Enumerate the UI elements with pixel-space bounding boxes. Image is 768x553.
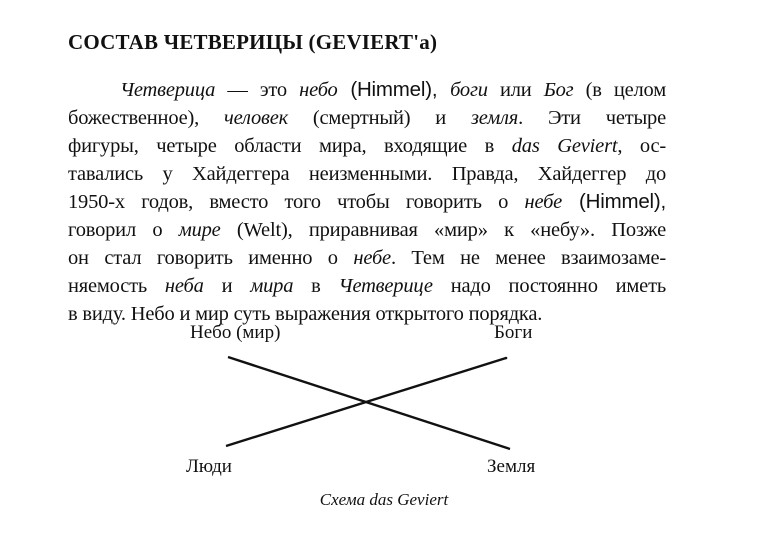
text-run: (Himmel), bbox=[562, 190, 666, 213]
text-run: (в целом bbox=[573, 79, 666, 101]
label-heaven: Небо (мир) bbox=[190, 322, 281, 343]
text-run: 1950-х годов, вместо того чтобы говорить о bbox=[68, 191, 525, 213]
italic-term: мире bbox=[178, 219, 221, 241]
italic-term: Четверице bbox=[338, 275, 433, 297]
italic-term: небе bbox=[524, 191, 563, 213]
italic-term: земля bbox=[470, 107, 519, 129]
text-run: надо постоянно иметь bbox=[432, 275, 666, 297]
italic-term: небе bbox=[353, 247, 391, 269]
italic-term: человек bbox=[224, 107, 288, 129]
corner-dot bbox=[505, 357, 508, 360]
label-gods: Боги bbox=[494, 322, 533, 343]
text-run: (смертный) и bbox=[288, 107, 471, 129]
text-run: няемость bbox=[68, 275, 165, 297]
text-run: в bbox=[293, 275, 339, 297]
text-run: или bbox=[487, 79, 544, 101]
italic-term: неба bbox=[164, 275, 204, 297]
text-run: божественное), bbox=[68, 107, 224, 129]
italic-term: Бог bbox=[543, 79, 574, 101]
text-run: — это bbox=[215, 79, 300, 101]
text-run: . Эти четыре bbox=[518, 107, 666, 129]
page-title: СОСТАВ ЧЕТВЕРИЦЫ (GEVIERT'а) bbox=[68, 30, 438, 54]
text-run: и bbox=[203, 275, 251, 297]
label-earth: Земля bbox=[487, 456, 536, 477]
text-run: говорил о bbox=[68, 219, 179, 241]
italic-term: Четверица bbox=[120, 79, 216, 101]
italic-term: боги bbox=[450, 79, 488, 101]
text-run: тавались у Хайдеггера неизменными. Правда, Хайдеггер до bbox=[68, 163, 666, 185]
text-run: . Тем не менее взаимозаме- bbox=[390, 247, 666, 269]
text-run: (Himmel), bbox=[337, 78, 451, 101]
italic-term: небо bbox=[299, 79, 338, 101]
text-run: , ос- bbox=[617, 135, 666, 157]
label-mortals: Люди bbox=[186, 456, 232, 477]
italic-term: das Geviert bbox=[511, 135, 618, 157]
diagram-caption: Схема das Geviert bbox=[319, 490, 449, 509]
text-run: (Welt), приравнивая «мир» к «небу». Позже bbox=[220, 219, 666, 241]
text-run: он стал говорить именно о bbox=[68, 247, 354, 269]
italic-term: мира bbox=[250, 275, 294, 297]
text-run: фигуры, четыре области мира, входящие в bbox=[68, 135, 512, 157]
text-run: в виду. Небо и мир суть выражения открытого порядка. bbox=[68, 303, 543, 325]
